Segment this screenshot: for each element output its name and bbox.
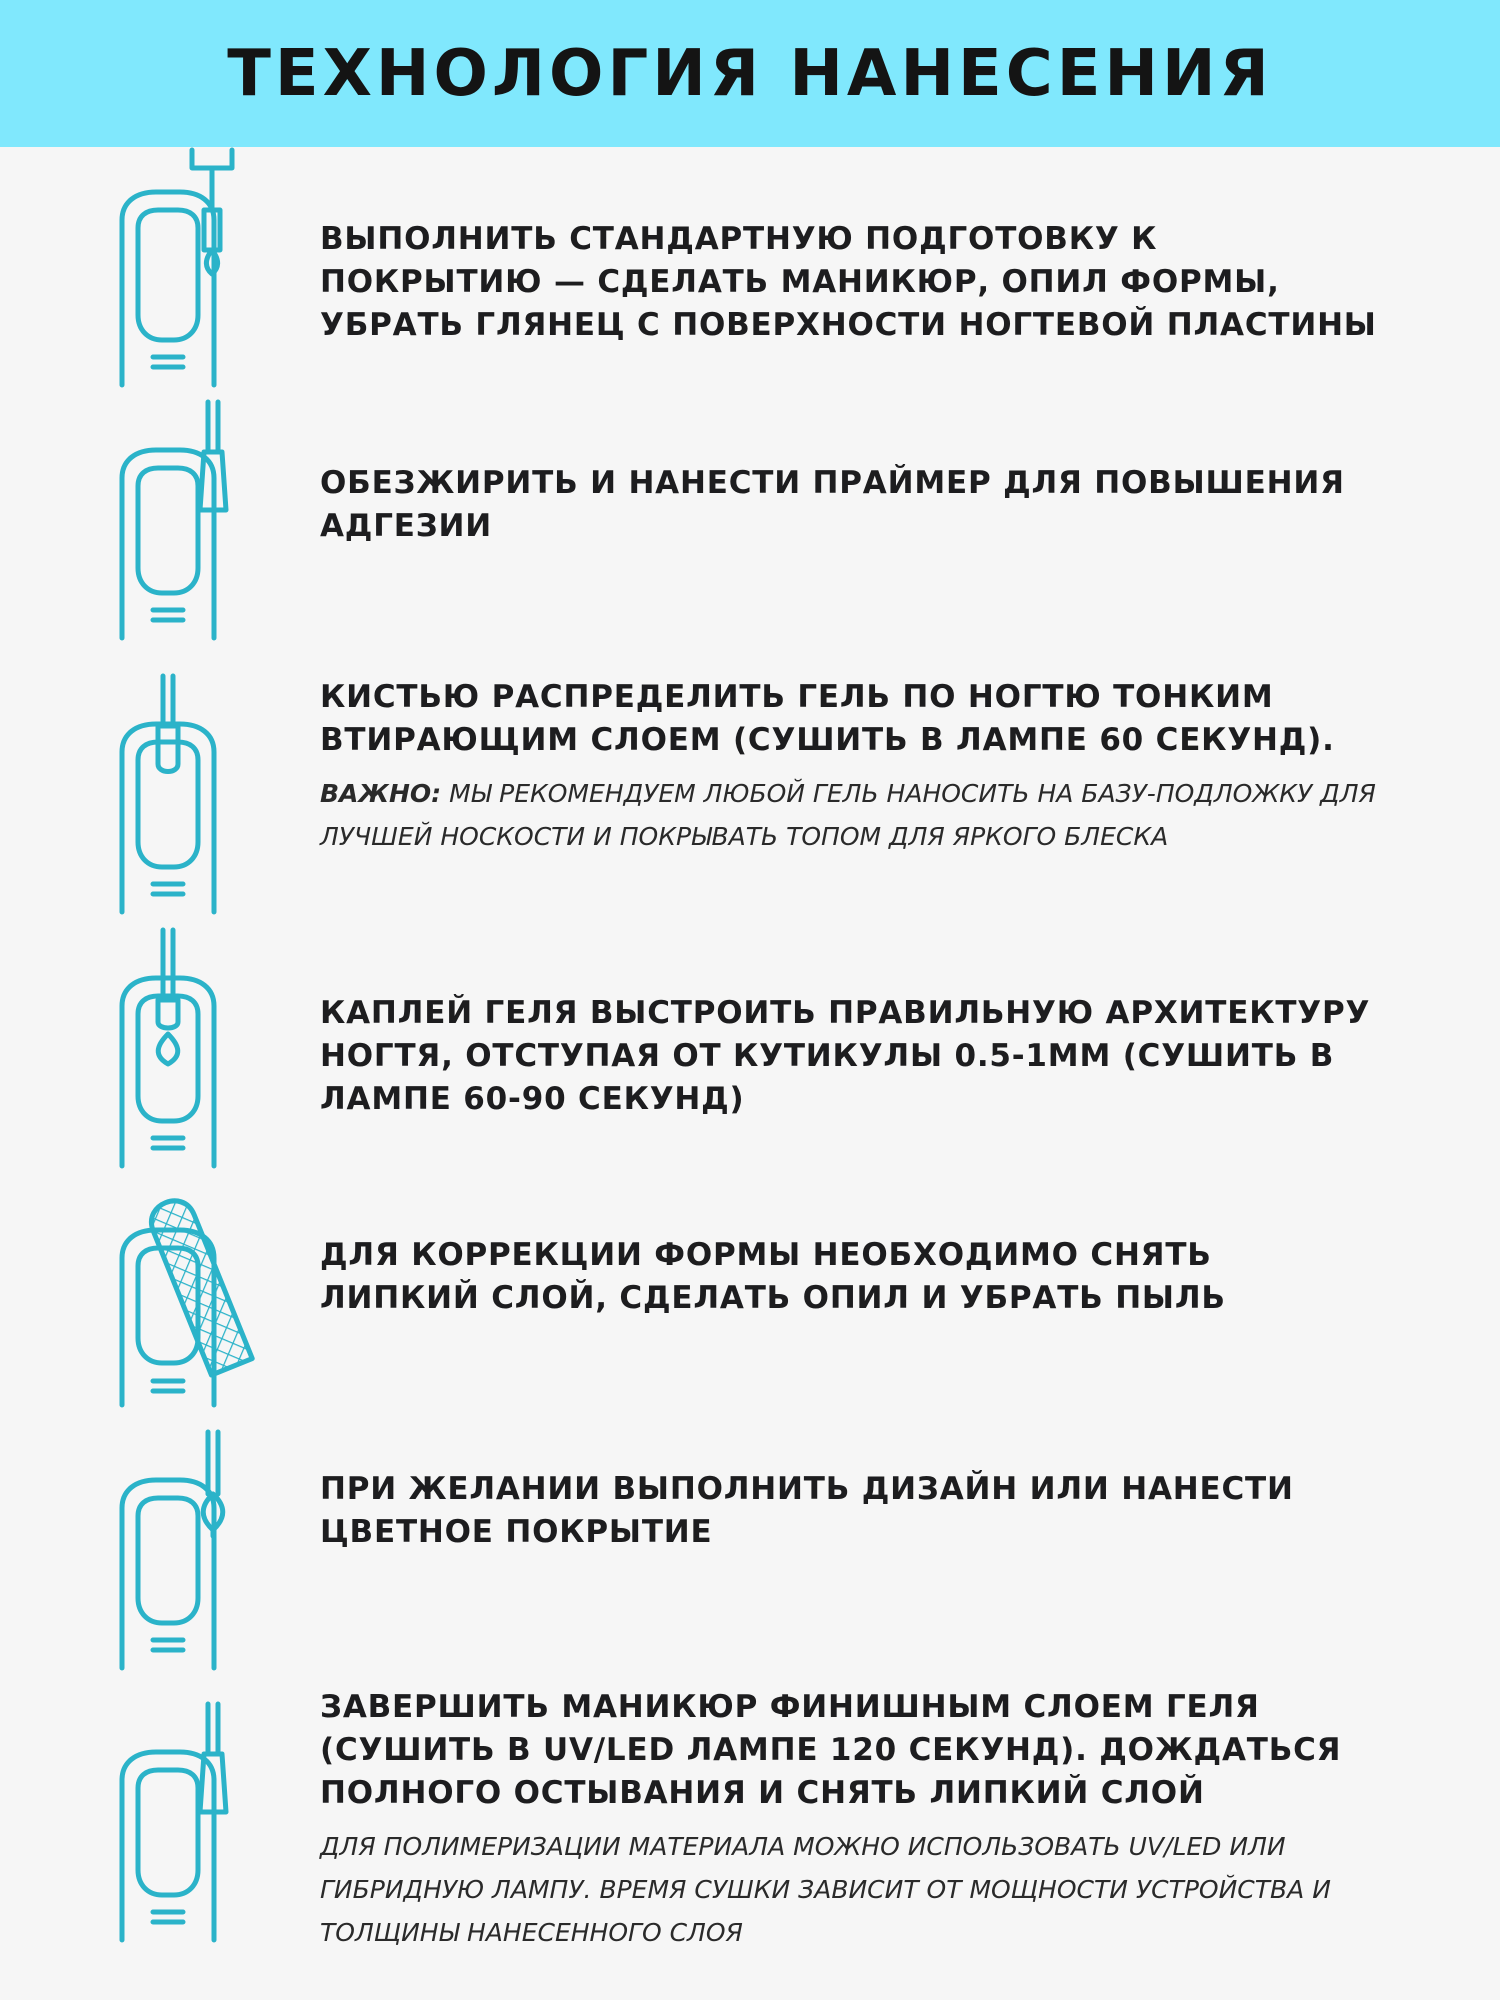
step-2-text: ОБЕЗЖИРИТЬ И НАНЕСТИ ПРАЙМЕР ДЛЯ ПОВЫШЕНИЯ АДГЕЗИИ xyxy=(320,465,1345,544)
nail-top-brush-icon xyxy=(108,1704,248,1944)
step-1-text: ВЫПОЛНИТЬ СТАНДАРТНУЮ ПОДГОТОВКУ К ПОКРЫТИЮ — СДЕЛАТЬ МАНИКЮР, ОПИЛ ФОРМЫ, УБРАТЬ ГЛЯНЕЦ С ПОВЕРХНОСТИ НОГТЕВОЙ ПЛАСТИНЫ xyxy=(320,221,1377,343)
step-7-note: ДЛЯ ПОЛИМЕРИЗАЦИИ МАТЕРИАЛА МОЖНО ИСПОЛЬЗОВАТЬ UV/LED ИЛИ ГИБРИДНУЮ ЛАМПУ. ВРЕМЯ СУШКИ ЗАВИСИТ ОТ МОЩНОСТИ УСТРОЙСТВА И ТОЛЩИНЫ НАНЕСЕННОГО СЛОЯ xyxy=(320,1832,1331,1947)
nail-design-brush-icon xyxy=(108,1432,248,1672)
header-banner xyxy=(0,0,1500,147)
step-6-text: ПРИ ЖЕЛАНИИ ВЫПОЛНИТЬ ДИЗАЙН ИЛИ НАНЕСТИ ЦВЕТНОЕ ПОКРЫТИЕ xyxy=(320,1471,1294,1550)
step-5-text: ДЛЯ КОРРЕКЦИИ ФОРМЫ НЕОБХОДИМО СНЯТЬ ЛИПКИЙ СЛОЙ, СДЕЛАТЬ ОПИЛ И УБРАТЬ ПЫЛЬ xyxy=(320,1237,1226,1316)
nail-file-icon xyxy=(108,150,248,390)
step-7-text: ЗАВЕРШИТЬ МАНИКЮР ФИНИШНЫМ СЛОЕМ ГЕЛЯ (СУШИТЬ В UV/LED ЛАМПЕ 120 СЕКУНД). ДОЖДАТЬСЯ ПОЛНОГО ОСТЫВАНИЯ И СНЯТЬ ЛИПКИЙ СЛОЙ xyxy=(320,1689,1342,1811)
nail-buffer-icon xyxy=(108,1198,278,1408)
nail-brush-icon xyxy=(108,402,248,642)
nail-brush-tip-icon xyxy=(108,676,248,916)
step-3-note-label: ВАЖНО: xyxy=(320,779,442,808)
page-title: ТЕХНОЛОГИЯ НАНЕСЕНИЯ xyxy=(227,36,1273,111)
step-4-text: КАПЛЕЙ ГЕЛЯ ВЫСТРОИТЬ ПРАВИЛЬНУЮ АРХИТЕКТУРУ НОГТЯ, ОТСТУПАЯ ОТ КУТИКУЛЫ 0.5-1ММ (СУШИТЬ В ЛАМПЕ 60-90 СЕКУНД) xyxy=(320,995,1371,1117)
step-3-note xyxy=(320,772,1380,858)
nail-drop-icon xyxy=(108,930,248,1170)
step-3-text: КИСТЬЮ РАСПРЕДЕЛИТЬ ГЕЛЬ ПО НОГТЮ ТОНКИМ ВТИРАЮЩИМ СЛОЕМ (СУШИТЬ В ЛАМПЕ 60 СЕКУНД). xyxy=(320,679,1335,758)
step-3-note-text: МЫ РЕКОМЕНДУЕМ ЛЮБОЙ ГЕЛЬ НАНОСИТЬ НА БАЗУ-ПОДЛОЖКУ ДЛЯ ЛУЧШЕЙ НОСКОСТИ И ПОКРЫВАТЬ ТОПОМ ДЛЯ ЯРКОГО БЛЕСКА xyxy=(320,779,1376,851)
